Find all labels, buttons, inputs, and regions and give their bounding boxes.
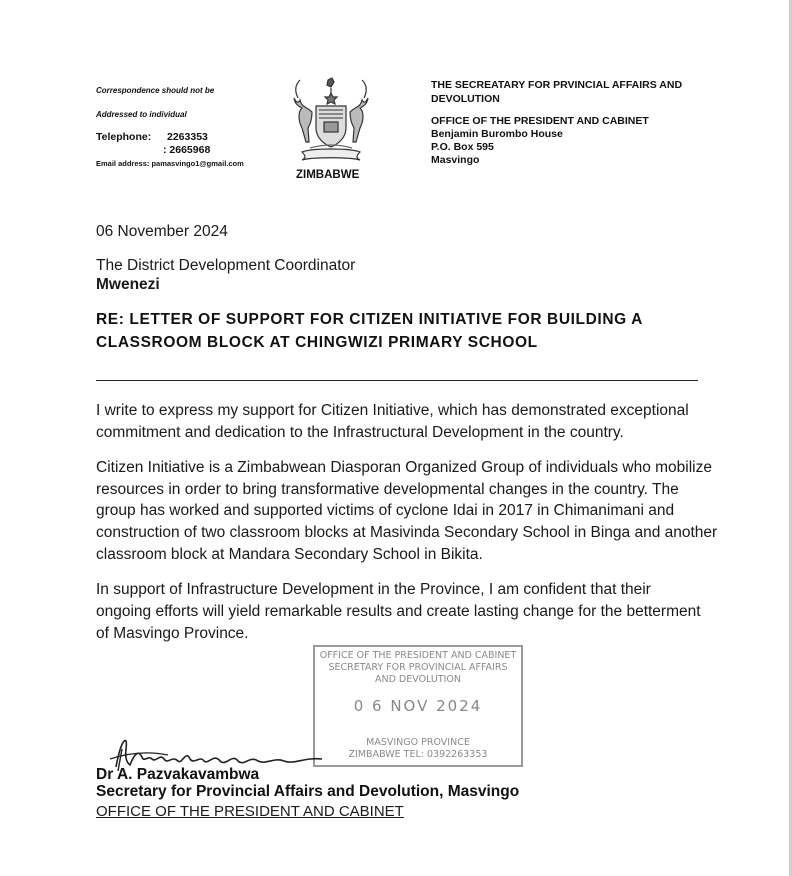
paragraph-2-line-4: construction of two classroom blocks at Masivinda Secondary School in Binga and another <box>96 524 718 541</box>
paragraph-3-line-2: ongoing efforts will yield remarkable results and create lasting change for the betterment <box>96 603 701 620</box>
office-heading: OFFICE OF THE PRESIDENT AND CABINET <box>431 115 649 127</box>
paragraph-2-line-5: classroom block at Mandara Secondary School in Bikita. <box>96 546 483 563</box>
secretary-heading-line2: DEVOLUTION <box>431 93 500 105</box>
signatory-name: Dr A. Pazvakavambwa <box>96 766 260 783</box>
office-building: Benjamin Burombo House <box>431 128 563 140</box>
zimbabwe-coat-of-arms-icon <box>276 76 386 168</box>
stamp-line-2: SECRETARY FOR PROVINCIAL AFFAIRS <box>328 662 508 673</box>
paragraph-2-line-3: group has worked and supported victims of cyclone Idai in 2017 in Chimanimani and <box>96 502 675 519</box>
office-city: Masvingo <box>431 154 480 166</box>
stamp-date: 0 6 NOV 2024 <box>353 697 483 715</box>
stamp-line-3: AND DEVOLUTION <box>374 674 462 685</box>
stamp-line-1: OFFICE OF THE PRESIDENT AND CABINET <box>319 650 517 661</box>
official-stamp <box>313 645 523 767</box>
telephone-number-1: 2263353 <box>167 131 208 143</box>
secretary-heading-line1: THE SECREATARY FOR PRVINCIAL AFFAIRS AND <box>431 79 683 91</box>
paragraph-3-line-3: of Masvingo Province. <box>96 625 249 642</box>
correspondence-note-line1: Correspondence should not be <box>96 86 215 95</box>
recipient-place: Mwenezi <box>96 276 160 293</box>
signatory-office: OFFICE OF THE PRESIDENT AND CABINET <box>96 803 404 820</box>
telephone-number-2: : 2665968 <box>163 144 211 156</box>
subject-divider <box>96 380 698 381</box>
stamp-line-4: MASVINGO PROVINCE <box>366 737 470 748</box>
paragraph-1-line-1: I write to express my support for Citizen Initiative, which has demonstrated exceptional <box>96 402 689 419</box>
stamp-line-5: ZIMBABWE TEL: 0392263353 <box>348 749 488 760</box>
subject-line-2: CLASSROOM BLOCK AT CHINGWIZI PRIMARY SCHOOL <box>96 334 538 351</box>
signatory-title: Secretary for Provincial Affairs and Devolution, Masvingo <box>96 783 520 800</box>
letter-date: 06 November 2024 <box>96 223 228 240</box>
subject-line-1: RE: LETTER OF SUPPORT FOR CITIZEN INITIATIVE FOR BUILDING A <box>96 311 643 328</box>
telephone-label: Telephone: <box>96 131 152 143</box>
paragraph-2-line-2: resources in order to bring transformative developmental changes in the country. The <box>96 481 679 498</box>
email-address: Email address: pamasvingo1@gmail.com <box>96 159 244 168</box>
recipient-title: The District Development Coordinator <box>96 257 356 274</box>
paragraph-2-line-1: Citizen Initiative is a Zimbabwean Diasporan Organized Group of individuals who mobilize <box>96 459 712 476</box>
paragraph-3-line-1: In support of Infrastructure Development in the Province, I am confident that their <box>96 581 651 598</box>
correspondence-note-line2: Addressed to individual <box>96 110 187 119</box>
paragraph-1-line-2: commitment and dedication to the Infrastructural Development in the country. <box>96 424 624 441</box>
office-po-box: P.O. Box 595 <box>431 141 494 153</box>
coat-of-arms-caption: ZIMBABWE <box>296 169 360 181</box>
